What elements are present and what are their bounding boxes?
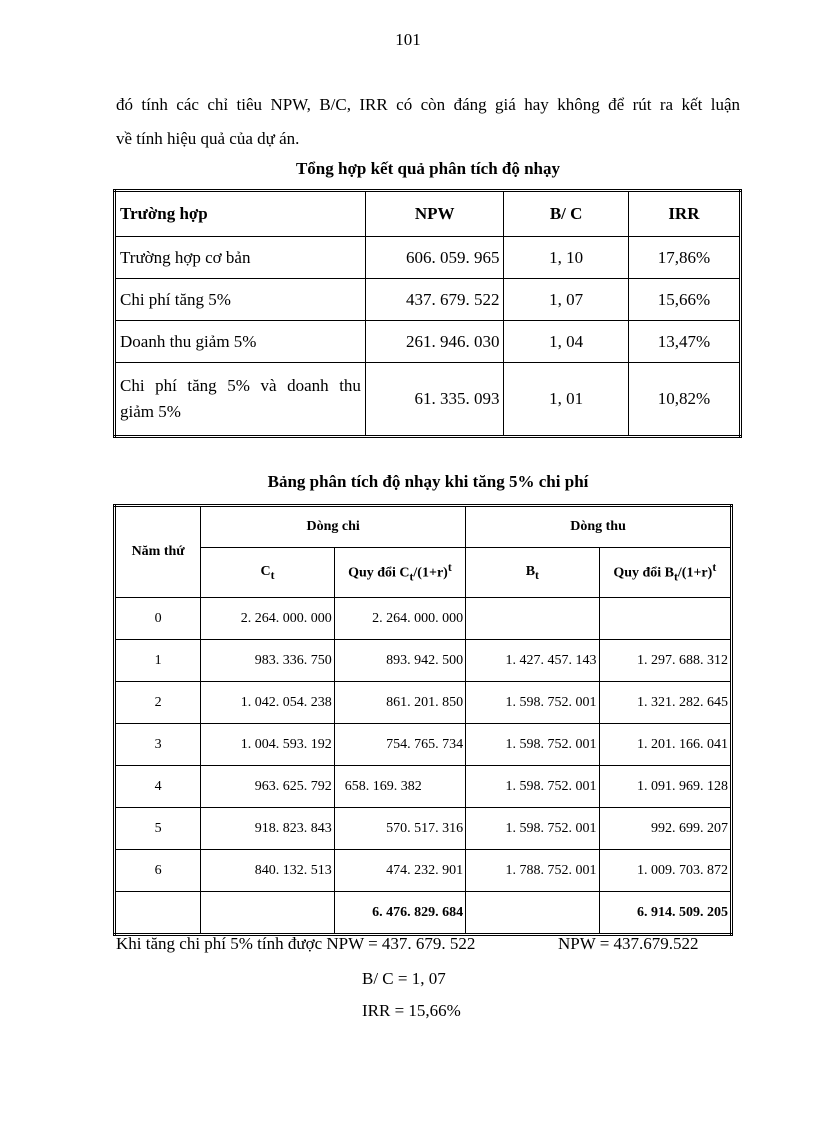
summary-npw-right: NPW = 437.679.522 (558, 934, 699, 953)
year-cell: 4 (115, 766, 201, 808)
bt-cell: 1. 598. 752. 001 (466, 682, 599, 724)
header-bc: B/ C (504, 191, 628, 237)
total-discounted-bt: 6. 914. 509. 205 (599, 892, 731, 935)
summary-irr-line: IRR = 15,66% (362, 1001, 461, 1020)
bc-cell: 1, 01 (504, 363, 628, 437)
case-cell (115, 363, 366, 437)
irr-cell: 15,66% (628, 279, 740, 321)
intro-paragraph (116, 88, 740, 156)
table-row (115, 808, 732, 850)
cost-sensitivity-table (113, 504, 733, 936)
ct-cell: 840. 132. 513 (201, 850, 334, 892)
table-row (115, 766, 732, 808)
bc-cell: 1, 07 (504, 279, 628, 321)
header-irr: IRR (628, 191, 740, 237)
discounted-bt-cell: 1. 009. 703. 872 (599, 850, 731, 892)
ct-cell: 1. 042. 054. 238 (201, 682, 334, 724)
summary-npw-line (116, 934, 699, 954)
year-cell: 2 (115, 682, 201, 724)
table-row (115, 640, 732, 682)
table2-caption: Bảng phân tích độ nhạy khi tăng 5% chi phí (267, 472, 589, 491)
header-year: Năm thứ (115, 506, 201, 598)
table-row (115, 682, 732, 724)
year-cell: 1 (115, 640, 201, 682)
year-cell: 0 (115, 598, 201, 640)
table-row (115, 598, 732, 640)
ct-cell: 2. 264. 000. 000 (201, 598, 334, 640)
table-total-row (115, 892, 732, 935)
bc-cell: 1, 04 (504, 321, 628, 363)
header-bt: $B_t$ (466, 548, 599, 598)
empty-cell (115, 892, 201, 935)
case-cell: Doanh thu giảm 5% (115, 321, 366, 363)
total-discounted-ct: 6. 476. 829. 684 (334, 892, 465, 935)
discounted-bt-cell (599, 598, 731, 640)
bt-cell: 1. 788. 752. 001 (466, 850, 599, 892)
table-row (115, 850, 732, 892)
table-header-row (115, 191, 741, 237)
bt-cell: 1. 598. 752. 001 (466, 766, 599, 808)
year-cell: 5 (115, 808, 201, 850)
summary-npw-text: Khi tăng chi phí 5% tính được NPW = 437. 679. 522 (116, 934, 476, 953)
irr-cell: 10,82% (628, 363, 740, 437)
year-cell: 6 (115, 850, 201, 892)
header-npw: NPW (365, 191, 504, 237)
bt-cell (466, 598, 599, 640)
table-subheader-row (115, 548, 732, 598)
header-case: Trường hợp (115, 191, 366, 237)
discounted-bt-cell: 1. 297. 688. 312 (599, 640, 731, 682)
discounted-ct-cell: 893. 942. 500 (334, 640, 465, 682)
discounted-ct-cell: 570. 517. 316 (334, 808, 465, 850)
intro-line-2: về tính hiệu quả của dự án. (116, 129, 300, 148)
page-number: 101 (395, 30, 421, 49)
irr-cell: 13,47% (628, 321, 740, 363)
header-cost-flow: Dòng chi (201, 506, 466, 548)
discounted-bt-cell: 992. 699. 207 (599, 808, 731, 850)
discounted-bt-cell: 1. 091. 969. 128 (599, 766, 731, 808)
sensitivity-summary-table (113, 189, 742, 438)
bt-cell: 1. 598. 752. 001 (466, 808, 599, 850)
table-row (115, 279, 741, 321)
case-line-1: Chi phí tăng 5% và doanh thu (120, 376, 361, 395)
discounted-bt-cell: 1. 321. 282. 645 (599, 682, 731, 724)
irr-cell: 17,86% (628, 237, 740, 279)
table-row (115, 724, 732, 766)
header-discounted-bt: Quy đổi $B_t/(1+r)^t$ (599, 548, 731, 598)
ct-cell: 1. 004. 593. 192 (201, 724, 334, 766)
npw-cell: 261. 946. 030 (365, 321, 504, 363)
case-line-2: giảm 5% (120, 402, 181, 421)
discounted-ct-cell: 474. 232. 901 (334, 850, 465, 892)
discounted-ct-cell: 658. 169. 382 (334, 766, 465, 808)
discounted-ct-cell: 2. 264. 000. 000 (334, 598, 465, 640)
empty-cell (201, 892, 334, 935)
ct-cell: 963. 625. 792 (201, 766, 334, 808)
npw-cell: 437. 679. 522 (365, 279, 504, 321)
npw-cell: 606. 059. 965 (365, 237, 504, 279)
table-row (115, 237, 741, 279)
bt-cell: 1. 427. 457. 143 (466, 640, 599, 682)
intro-line-1: đó tính các chỉ tiêu NPW, B/C, IRR có còn đáng giá hay không để rút ra kết luận (116, 95, 740, 114)
header-discounted-ct: Quy đổi $C_t/(1+r)^t$ (334, 548, 465, 598)
discounted-ct-cell: 754. 765. 734 (334, 724, 465, 766)
ct-cell: 918. 823. 843 (201, 808, 334, 850)
table-row (115, 363, 741, 437)
table-row (115, 321, 741, 363)
year-cell: 3 (115, 724, 201, 766)
bc-cell: 1, 10 (504, 237, 628, 279)
table-header-row (115, 506, 732, 548)
table1-caption: Tổng hợp kết quả phân tích độ nhạy (295, 159, 561, 178)
header-ct: $C_t$ (201, 548, 334, 598)
summary-bc-line: B/ C = 1, 07 (362, 969, 446, 988)
header-revenue-flow: Dòng thu (466, 506, 732, 548)
case-cell: Chi phí tăng 5% (115, 279, 366, 321)
empty-cell (466, 892, 599, 935)
bt-cell: 1. 598. 752. 001 (466, 724, 599, 766)
npw-cell: 61. 335. 093 (365, 363, 504, 437)
case-cell: Trường hợp cơ bản (115, 237, 366, 279)
discounted-bt-cell: 1. 201. 166. 041 (599, 724, 731, 766)
ct-cell: 983. 336. 750 (201, 640, 334, 682)
discounted-ct-cell: 861. 201. 850 (334, 682, 465, 724)
